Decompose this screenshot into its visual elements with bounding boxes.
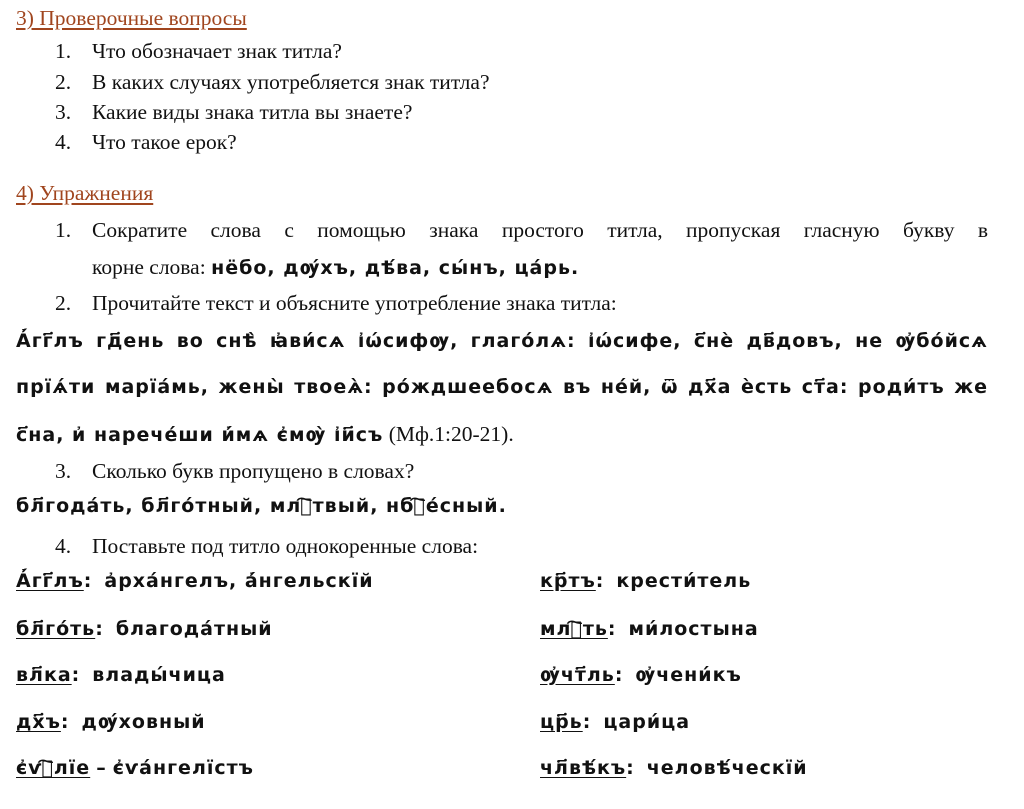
list-item-text: Что такое ерок? <box>92 130 237 154</box>
exercise-3-words: бл҃года́ть, бл҃го́тный, млⷭ҇твый, нбⷭ҇е́сный. <box>16 495 507 517</box>
exercise-4-instruction: Поставьте под титло однокоренные слова: <box>92 534 479 558</box>
section-heading-exercises: 4) Упражнения <box>16 181 154 205</box>
abbreviated-word: дх҃ъ <box>16 711 61 733</box>
abbreviated-word: чл҃вѣ́къ <box>540 757 627 779</box>
word-pair-right: кр҃тъ: крести́тель <box>540 570 752 592</box>
exercise-4-number: 4. <box>55 534 72 558</box>
church-slavonic-text-line1: А҆́гг҃лъ гд҃ень во снѣ̀ ꙗ҆ви́сѧ і҆ѡ́сифѹ, глаго́лѧ: і҆ѡ́сифе, с҃нѐ дв҃довъ, не ѹ҆бо́йсѧ <box>16 330 988 352</box>
list-item-number: 1. <box>55 39 72 63</box>
word-pair-left: є҆ѵⷢ҇лїе – є҆ѵа́нгелїстъ <box>16 757 254 779</box>
related-words: а҆рха́нгелъ, а҆́нгельскїй <box>104 570 374 592</box>
church-slavonic-text-line2: прїѧ́ти марїа́мь, жены̀ твоеѧ̀: ро́ждшеебосѧ въ не́й, ѿ дх҃а ѐсть ст҃а: роди́тъ же <box>16 376 988 398</box>
church-slavonic-text-line3 <box>16 422 514 447</box>
exercise-1-text-line1: Сократите слова с помощью знака простого титла, пропуская гласную букву в <box>92 218 988 242</box>
abbreviated-word: є҆ѵⷢ҇лїе <box>16 757 91 779</box>
related-words: влады́чица <box>92 664 226 686</box>
related-words: ѹ҆чени́къ <box>635 664 742 686</box>
exercise-2-instruction: Прочитайте текст и объясните употребление знака титла: <box>92 291 617 315</box>
exercise-3-question: Сколько букв пропущено в словах? <box>92 459 415 483</box>
word-pair-left: А҆́гг҃лъ: а҆рха́нгелъ, а҆́нгельскїй <box>16 570 374 592</box>
exercise-1-cs-words: нёбо, дѹ́хъ, дѣ́ва, сы́нъ, ца́рь. <box>211 257 580 279</box>
related-words: ми́лостына <box>628 618 759 640</box>
word-pair-left: дх҃ъ: дѹ́ховный <box>16 711 206 733</box>
exercise-2-number: 2. <box>55 291 72 315</box>
list-item-text: Какие виды знака титла вы знаете? <box>92 100 413 124</box>
abbreviated-word: бл҃го́ть <box>16 618 96 640</box>
exercise-1-prefix: корне слова: <box>92 255 212 279</box>
related-words: человѣ́ческїй <box>646 757 808 779</box>
list-item-text: Что обозначает знак титла? <box>92 39 342 63</box>
abbreviated-word: кр҃тъ <box>540 570 596 592</box>
related-words: є҆ѵа́нгелїстъ <box>112 757 254 779</box>
word-pair-right: чл҃вѣ́къ: человѣ́ческїй <box>540 757 808 779</box>
list-item-text: В каких случаях употребляется знак титла? <box>92 70 490 94</box>
church-slavonic-text-end: с҃на, и҆ нарече́ши и҆́мѧ є҆мѹ̀ і҆и҃съ <box>16 424 384 446</box>
word-pair-right: млⷭ҇ть: ми́лостына <box>540 618 759 640</box>
abbreviated-word: ѹ҆чт҃ль <box>540 664 615 686</box>
related-words: крести́тель <box>616 570 752 592</box>
exercise-1-number: 1. <box>55 218 72 242</box>
list-item-number: 4. <box>55 130 72 154</box>
section-heading-questions: 3) Проверочные вопросы <box>16 6 247 30</box>
exercise-3-number: 3. <box>55 459 72 483</box>
abbreviated-word: цр҃ь <box>540 711 583 733</box>
list-item-number: 2. <box>55 70 72 94</box>
abbreviated-word: А҆́гг҃лъ <box>16 570 84 592</box>
related-words: дѹ́ховный <box>81 711 206 733</box>
abbreviated-word: млⷭ҇ть <box>540 618 608 640</box>
word-pair-right: ѹ҆чт҃ль: ѹ҆чени́къ <box>540 664 742 686</box>
exercise-1-text-line2 <box>92 255 579 280</box>
related-words: цари́ца <box>603 711 691 733</box>
word-pair-left: бл҃го́ть: благода́тный <box>16 618 273 640</box>
word-pair-left: вл҃ка: влады́чица <box>16 664 226 686</box>
scripture-reference: (Мф.1:20-21). <box>383 422 514 446</box>
word-pair-right: цр҃ь: цари́ца <box>540 711 691 733</box>
list-item-number: 3. <box>55 100 72 124</box>
related-words: благода́тный <box>115 618 273 640</box>
abbreviated-word: вл҃ка <box>16 664 72 686</box>
